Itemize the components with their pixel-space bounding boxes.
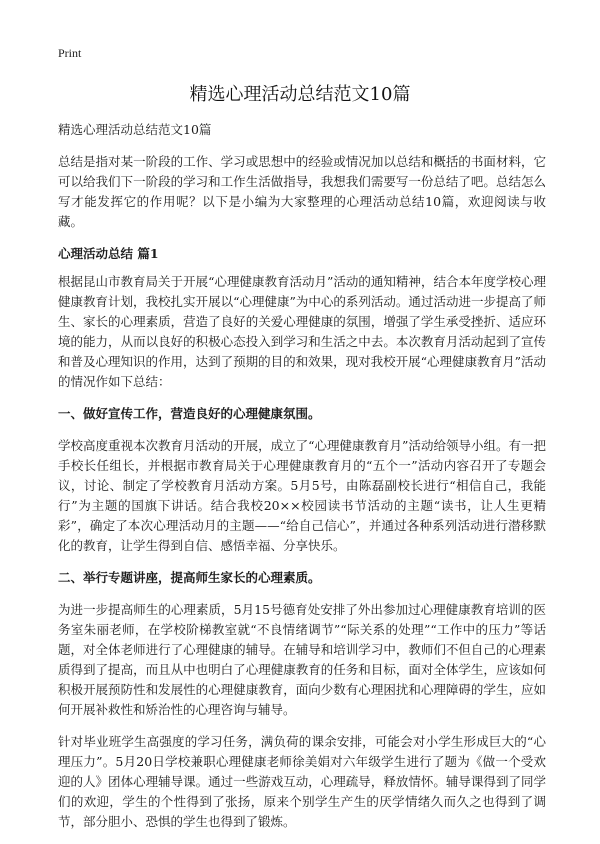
paragraph-2: 学校高度重视本次教育月活动的开展，成立了“心理健康教育月”活动给领导小组。有一把手校长任组长，并根据市教育局关于心理健康教育月的“五个一”活动内容召开了专题会议，讨论、制定了学校教育月活动方案。5月5号，由陈磊副校长进行“相信自己，我能行”为主题的国旗下讲话。结合我校20××校园读书节活动的主题“读书，让人生更精彩”，确定了本次心理活动月的主题——“给自己信心”，并通过各种系列活动进行潜移默化的教育，让学生得到自信、感悟幸福、分享快乐。 (58, 438, 546, 553)
intro-paragraph: 总结是指对某一阶段的工作、学习或思想中的经验或情况加以总结和概括的书面材料，它可以给我们下一阶段的学习和工作生活做指导，我想我们需要写一份总结了吧。总结怎么写才能发挥它的作用呢？以下是小编为大家整理的心理活动总结10篇，欢迎阅读与收藏。 (58, 154, 546, 229)
paragraph-1: 根据昆山市教育局关于开展“心理健康教育活动月”活动的通知精神，结合本年度学校心理健康教育计划，我校扎实开展以“心理健康”为中心的系列活动。通过活动进一步提高了师生、家长的心理素质，营造了良好的关爱心理健康的氛围，增强了学生承受挫折、适应环境的能力，从而以良好的积极心态投入到学习和生活之中去。本次教育月活动起到了宣传和普及心理知识的作用，达到了预期的目的和效果，现对我校开展“心理健康教育月”活动的情况作如下总结： (58, 274, 546, 389)
section-title: 心理活动总结 篇1 (58, 246, 159, 261)
print-link[interactable]: Print (58, 46, 82, 60)
document-body (58, 120, 546, 844)
document-subtitle: 精选心理活动总结范文10篇 (58, 122, 212, 137)
paragraph-4: 针对毕业班学生高强度的学习任务，满负荷的课余安排，可能会对小学生形成巨大的“心理压力”。5月20日学校兼职心理健康老师徐美娟对六年级学生进行了题为《做一个受欢迎的人》团体心理辅导课。通过一些游戏互动，心理疏导，释放情怀。辅导课得到了同学们的欢迎，学生的个性得到了张扬，原来个别学生产生的厌学情绪久而久之也得到了调节，部分胆小、恐惧的学生也得到了锻炼。 (58, 734, 546, 829)
heading-1: 一、做好宣传工作，营造良好的心理健康氛围。 (58, 406, 321, 421)
document-title: 精选心理活动总结范文10篇 (189, 84, 411, 105)
heading-2: 二、举行专题讲座，提高师生家长的心理素质。 (58, 570, 321, 585)
paragraph-3: 为进一步提高师生的心理素质，5月15号德育处安排了外出参加过心理健康教育培训的医务室朱丽老师，在学校阶梯教室就“不良情绪调节”“际关系的处理”“工作中的压力”等话题，对全体老师进行了心理健康的辅导。在辅导和培训学习中，教师们不但自己的心理素质得到了提高，而且从中也明白了心理健康教育的任务和目标，面对全体学生，应该如何积极开展预防性和发展性的心理健康教育，面向少数有心理困扰和心理障碍的学生，应如何开展补救性和矫治性的心理咨询与辅导。 (58, 602, 546, 717)
